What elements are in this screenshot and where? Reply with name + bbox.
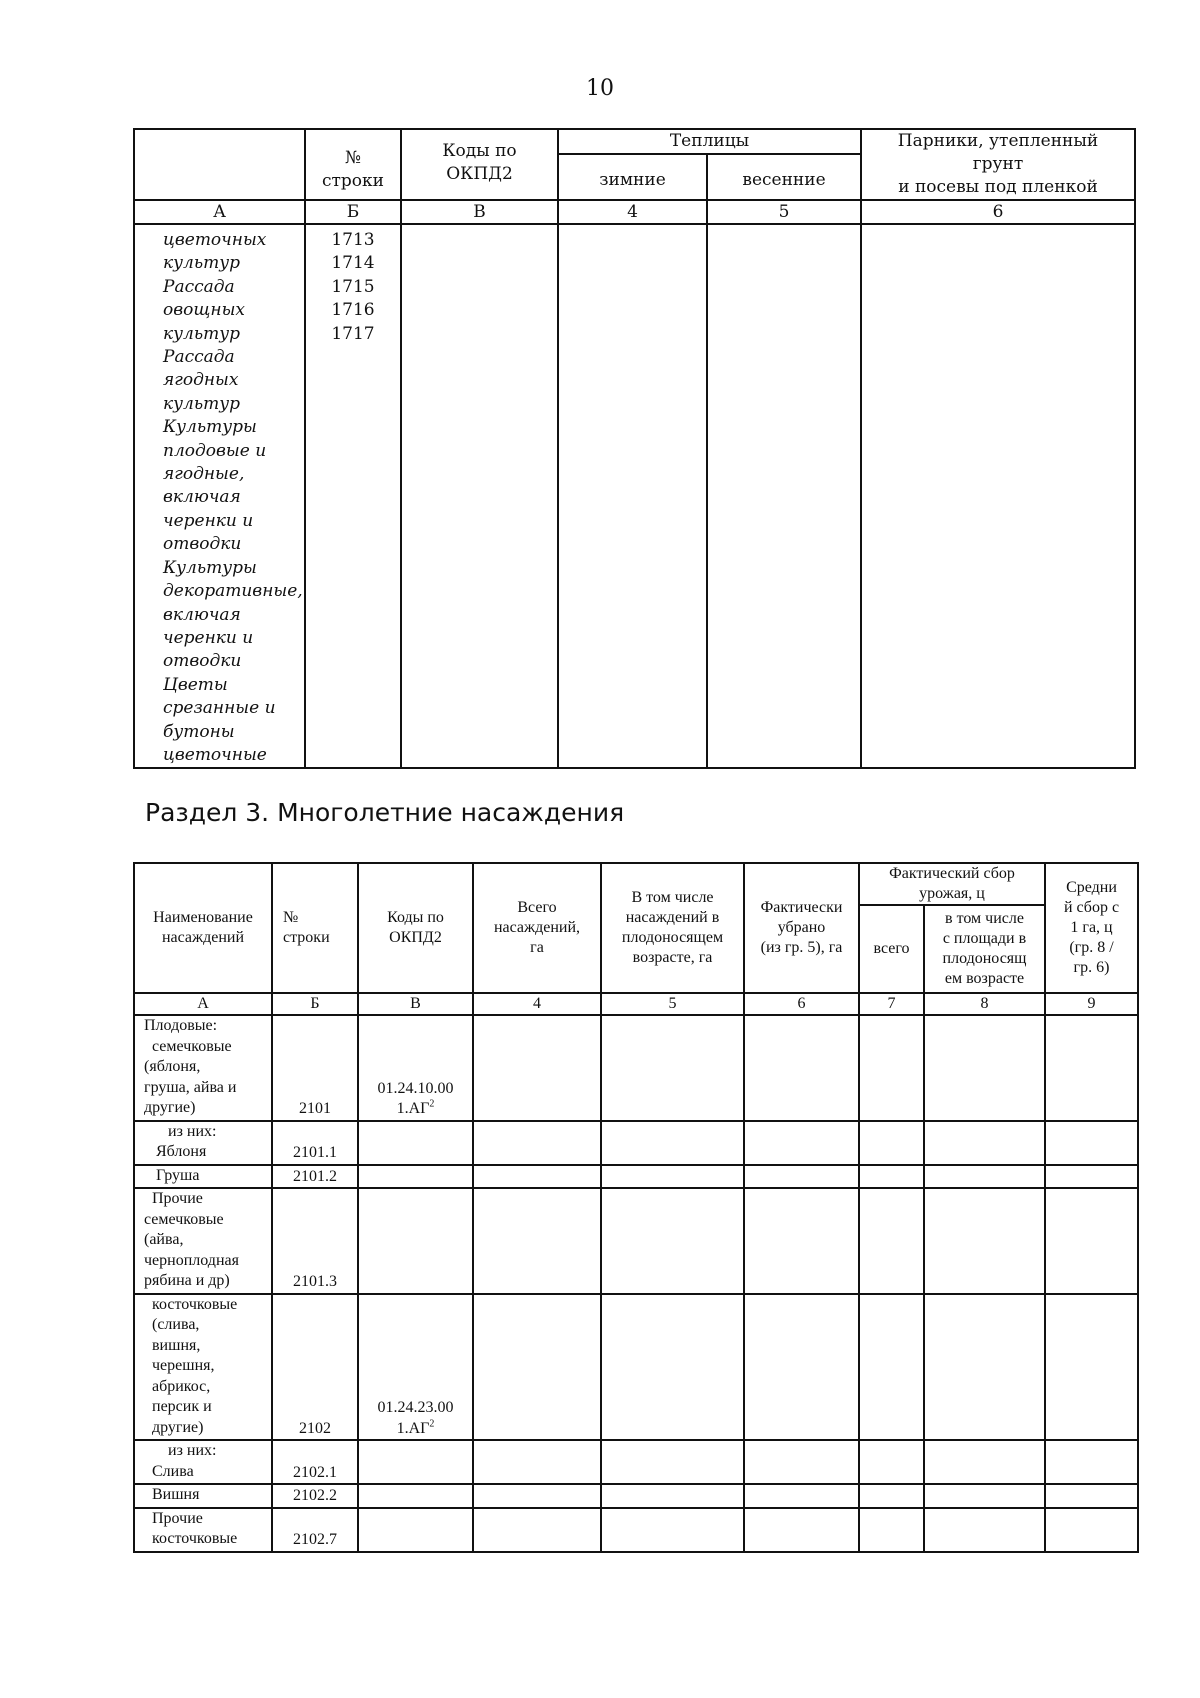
header-fruiting-plantings: В том числе насаждений в плодоносящем возрасте, га <box>601 863 744 993</box>
okpd2-code-cell <box>358 1121 473 1165</box>
row-number-cell: 2101.1 <box>272 1121 358 1165</box>
planting-name-line: Груша <box>144 1166 200 1184</box>
planting-name-line: (слива, <box>144 1316 200 1333</box>
crop-name-line: Культуры <box>163 557 257 578</box>
data-cell <box>601 1165 744 1189</box>
data-cell <box>924 1440 1045 1484</box>
row-number-cell: 2101.3 <box>272 1188 358 1294</box>
data-cell <box>601 1440 744 1484</box>
header-blank <box>134 129 305 200</box>
data-cell <box>924 1508 1045 1552</box>
table-row <box>134 1165 1138 1189</box>
planting-name-cell <box>134 1508 272 1552</box>
data-cell <box>1045 1484 1138 1508</box>
planting-name-line: рябина и др) <box>144 1272 230 1289</box>
planting-name-line: груша, айва и <box>144 1078 237 1096</box>
index-cell: 4 <box>558 200 707 224</box>
data-cell <box>601 1294 744 1441</box>
index-cell: 9 <box>1045 993 1138 1015</box>
data-cell <box>1045 1294 1138 1441</box>
data-cell <box>744 1484 859 1508</box>
data-cell <box>859 1294 924 1441</box>
planting-name-line: Прочие <box>144 1509 203 1527</box>
crop-name-line: Рассада <box>163 276 235 297</box>
planting-name-line: Яблоня <box>144 1143 207 1160</box>
planting-name-cell <box>134 1440 272 1484</box>
okpd2-code-cell <box>358 1165 473 1189</box>
data-cell <box>859 1015 924 1121</box>
planting-name-line: Слива <box>144 1462 194 1480</box>
planting-name-line: другие) <box>144 1418 204 1436</box>
header-hotbeds: Парники, утепленный грунт и посевы под пленкой <box>861 129 1135 200</box>
table-row <box>134 1294 1138 1441</box>
header-row-number: № строки <box>272 863 358 993</box>
table-row <box>134 1188 1138 1294</box>
crop-name-line: плодовые и <box>163 440 267 461</box>
data-cell <box>473 1294 601 1441</box>
okpd2-code-cell <box>358 1440 473 1484</box>
crop-name-line: Цветы <box>163 674 228 695</box>
crop-name-line: Рассада <box>163 347 235 368</box>
okpd2-code-cell <box>358 1484 473 1508</box>
okpd2-code-cell <box>358 1015 473 1121</box>
header-average-yield: Средни й сбор с 1 га, ц (гр. 8 / гр. 6) <box>1045 863 1138 993</box>
crop-name-line: декоративные, <box>163 581 303 602</box>
header-winter: зимние <box>558 154 707 200</box>
data-cell <box>924 1015 1045 1121</box>
data-cell <box>859 1508 924 1552</box>
data-cell <box>601 1484 744 1508</box>
row-numbers-cell <box>305 224 401 768</box>
page-number: 10 <box>586 76 614 101</box>
row-number-cell: 2101 <box>272 1015 358 1121</box>
okpd2-code-line <box>359 1079 472 1100</box>
data-cell <box>859 1484 924 1508</box>
data-cell <box>924 1484 1045 1508</box>
planting-name-line: другие) <box>144 1099 196 1116</box>
crop-name-line: культур <box>163 393 240 414</box>
spring-cell <box>707 224 861 768</box>
data-cell <box>859 1188 924 1294</box>
section-title: Раздел 3. Многолетние насаждения <box>145 798 625 827</box>
planting-name-cell <box>134 1015 272 1121</box>
crop-name-line: Культуры <box>163 417 257 438</box>
index-cell: 7 <box>859 993 924 1015</box>
header-harvested: Фактически убрано (из гр. 5), га <box>744 863 859 993</box>
header-actual-yield: Фактический сбор урожая, ц <box>859 863 1045 905</box>
hotbeds-cell <box>861 224 1135 768</box>
row-number-cell: 2102.2 <box>272 1484 358 1508</box>
okpd2-code-text: 01.24.23.00 <box>377 1399 454 1416</box>
planting-name-cell <box>134 1188 272 1294</box>
data-cell <box>744 1015 859 1121</box>
data-cell <box>859 1121 924 1165</box>
data-cell <box>1045 1121 1138 1165</box>
data-cell <box>744 1508 859 1552</box>
okpd2-code-cell <box>358 1188 473 1294</box>
row-number-cell: 2102.1 <box>272 1440 358 1484</box>
planting-name-line: Вишня <box>144 1486 200 1503</box>
data-cell <box>473 1188 601 1294</box>
row-number: 1713 <box>331 230 375 250</box>
row-number-cell: 2102 <box>272 1294 358 1441</box>
data-cell <box>859 1165 924 1189</box>
index-cell: 8 <box>924 993 1045 1015</box>
row-number: 1717 <box>331 323 375 344</box>
header-row-number: № строки <box>305 129 401 200</box>
data-cell <box>1045 1015 1138 1121</box>
planting-name-line: косточковые <box>144 1295 238 1313</box>
index-cell: В <box>401 200 558 224</box>
header-yield-total: всего <box>859 905 924 993</box>
planting-name-line: персик и <box>144 1398 212 1415</box>
crop-name-line: цветочные <box>163 744 267 765</box>
planting-name-line: косточковые <box>144 1530 238 1547</box>
planting-name-line: из них: <box>144 1122 217 1140</box>
okpd2-code-text: 1.АГ <box>396 1419 430 1437</box>
planting-name-line: Плодовые: <box>144 1017 218 1034</box>
data-cell <box>859 1440 924 1484</box>
data-cell <box>1045 1188 1138 1294</box>
index-cell: А <box>134 993 272 1015</box>
planting-name-line: семечковые <box>144 1210 224 1228</box>
row-number-cell: 2102.7 <box>272 1508 358 1552</box>
index-row <box>134 200 1135 224</box>
crop-name-line: отводки <box>163 534 242 555</box>
planting-name-line: (айва, <box>144 1231 184 1248</box>
table-row <box>134 1484 1138 1508</box>
data-cell <box>744 1188 859 1294</box>
crop-name-line: культур <box>163 253 240 274</box>
table-row <box>134 1121 1138 1165</box>
data-cell <box>601 1121 744 1165</box>
crop-name-line: черенки и <box>163 627 254 648</box>
table-row <box>134 1440 1138 1484</box>
row-number: 1715 <box>331 276 375 297</box>
data-cell <box>601 1015 744 1121</box>
data-cell <box>1045 1440 1138 1484</box>
header-total-plantings: Всего насаждений, га <box>473 863 601 993</box>
planting-name-line: черноплодная <box>144 1251 239 1269</box>
crop-name-line: ягодных <box>163 370 239 391</box>
crop-name-line: срезанные и <box>163 698 276 719</box>
perennial-plantings-table <box>133 862 1139 1553</box>
planting-name-line: (яблоня, <box>144 1058 201 1075</box>
data-cell <box>1045 1165 1138 1189</box>
planting-name-cell <box>134 1294 272 1441</box>
okpd2-code-line <box>359 1099 472 1120</box>
data-cell <box>601 1508 744 1552</box>
data-cell <box>924 1121 1045 1165</box>
header-greenhouses: Теплицы <box>558 129 861 154</box>
index-cell: Б <box>305 200 401 224</box>
data-cell <box>473 1165 601 1189</box>
header-okpd2-codes: Коды по ОКПД2 <box>401 129 558 200</box>
table-row <box>134 1015 1138 1121</box>
planting-name-line: Прочие <box>144 1190 203 1207</box>
data-cell <box>924 1165 1045 1189</box>
row-number: 1716 <box>331 300 375 321</box>
header-spring: весенние <box>707 154 861 200</box>
crop-name-line: включая <box>163 604 241 625</box>
crop-name-line: овощных <box>163 300 246 321</box>
index-row <box>134 993 1138 1015</box>
data-cell <box>1045 1508 1138 1552</box>
okpd2-cell <box>401 224 558 768</box>
okpd2-code-cell <box>358 1294 473 1441</box>
index-cell: А <box>134 200 305 224</box>
index-cell: 6 <box>744 993 859 1015</box>
crop-name-line: цветочных <box>163 230 267 250</box>
planting-name-line: семечковые <box>144 1037 232 1055</box>
index-cell: 5 <box>707 200 861 224</box>
data-cell <box>473 1484 601 1508</box>
planting-name-line: из них: <box>144 1442 217 1459</box>
okpd2-code-text: 01.24.10.00 <box>377 1079 454 1097</box>
index-cell: В <box>358 993 473 1015</box>
data-cell <box>924 1294 1045 1441</box>
data-cell <box>473 1121 601 1165</box>
header-okpd2-codes: Коды по ОКПД2 <box>358 863 473 993</box>
row-number-cell: 2101.2 <box>272 1165 358 1189</box>
crop-names-cell <box>134 224 305 768</box>
planting-name-line: черешня, <box>144 1357 215 1374</box>
planting-name-cell <box>134 1121 272 1165</box>
data-cell <box>473 1015 601 1121</box>
data-cell <box>473 1508 601 1552</box>
winter-cell <box>558 224 707 768</box>
header-yield-fruiting: в том числе с площади в плодоносящ ем возрасте <box>924 905 1045 993</box>
index-cell: Б <box>272 993 358 1015</box>
crop-name-line: культур <box>163 323 240 344</box>
table-row <box>134 224 1135 768</box>
planting-name-line: абрикос, <box>144 1377 211 1395</box>
okpd2-code-line <box>359 1419 472 1440</box>
footnote-mark: 2 <box>429 1098 435 1110</box>
okpd2-code-cell <box>358 1508 473 1552</box>
index-cell: 5 <box>601 993 744 1015</box>
table-row <box>134 1508 1138 1552</box>
data-cell <box>601 1188 744 1294</box>
data-cell <box>924 1188 1045 1294</box>
crop-name-line: ягодные, <box>163 464 245 485</box>
data-cell <box>744 1165 859 1189</box>
planting-name-cell <box>134 1484 272 1508</box>
data-cell <box>473 1440 601 1484</box>
planting-name-cell <box>134 1165 272 1189</box>
crop-name-line: включая <box>163 487 241 508</box>
footnote-mark: 2 <box>429 1418 435 1430</box>
crop-name-line: черенки и <box>163 510 254 531</box>
header-planting-name: Наименование насаждений <box>134 863 272 993</box>
row-number: 1714 <box>331 253 375 274</box>
planting-name-line: вишня, <box>144 1336 201 1354</box>
okpd2-code-text: 1.АГ <box>396 1100 430 1117</box>
greenhouse-table <box>133 128 1136 769</box>
data-cell <box>744 1294 859 1441</box>
index-cell: 6 <box>861 200 1135 224</box>
crop-name-line: бутоны <box>163 721 235 742</box>
data-cell <box>744 1121 859 1165</box>
crop-name-line: отводки <box>163 651 242 672</box>
okpd2-code-line <box>359 1398 472 1419</box>
index-cell: 4 <box>473 993 601 1015</box>
data-cell <box>744 1440 859 1484</box>
